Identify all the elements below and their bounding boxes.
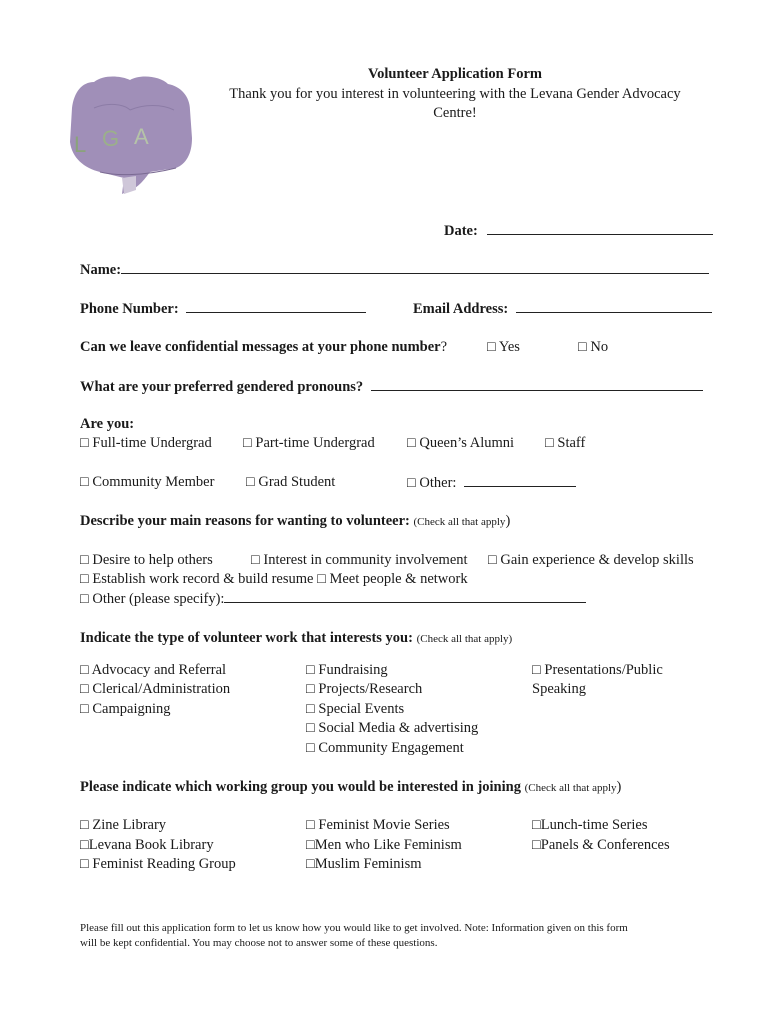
checkbox-men-feminism[interactable]: □Men who Like Feminism (306, 837, 462, 853)
checkbox-grad-student[interactable]: □ Grad Student (246, 474, 336, 490)
pronouns-label: What are your preferred gendered pronouns? (80, 379, 364, 395)
checkbox-reading-group[interactable]: □ Feminist Reading Group (80, 856, 236, 872)
form-title: Volunteer Application Form (367, 66, 542, 82)
checkbox-parttime-undergrad[interactable]: □ Part-time Undergrad (243, 435, 375, 451)
checkbox-fundraising[interactable]: □ Fundraising (306, 662, 388, 678)
reasons-label: Describe your main reasons for wanting to volunteer: (80, 513, 410, 529)
checkbox-help-others[interactable]: □ Desire to help others (80, 552, 213, 568)
logo-letter-g: G (102, 126, 120, 151)
checkbox-panels-conferences[interactable]: □Panels & Conferences (532, 837, 670, 853)
checkbox-fulltime-undergrad[interactable]: □ Full-time Undergrad (80, 435, 212, 451)
reasons-other-field[interactable] (224, 590, 586, 603)
email-row (413, 300, 712, 318)
groups-heading (80, 779, 621, 796)
email-field[interactable] (516, 300, 712, 313)
phone-row (80, 300, 366, 318)
confidential-question (80, 339, 447, 356)
are-you-label: Are you: (80, 416, 135, 432)
phone-field[interactable] (186, 300, 366, 313)
name-field[interactable] (121, 261, 709, 274)
work-types-label: Indicate the type of volunteer work that interests you: (80, 630, 413, 646)
checkbox-muslim-feminism[interactable]: □Muslim Feminism (306, 856, 422, 872)
yes-checkbox[interactable]: □ Yes (487, 339, 520, 355)
checkbox-movie-series[interactable]: □ Feminist Movie Series (306, 817, 450, 833)
groups-label: Please indicate which working group you would be interested in joining (80, 779, 521, 795)
footer-note-line-2: will be kept confidential. You may choose not to answer some of these questions. (80, 937, 438, 949)
checkbox-campaigning[interactable]: □ Campaigning (80, 701, 171, 717)
reasons-heading (80, 513, 510, 530)
groups-close-paren: ) (616, 779, 622, 795)
phone-label: Phone Number: (80, 301, 179, 317)
work-types-check-note: (Check all that apply) (416, 633, 513, 645)
checkbox-projects-research[interactable]: □ Projects/Research (306, 681, 423, 697)
confidential-qmark: ? (440, 339, 448, 355)
checkbox-queens-alumni[interactable]: □ Queen’s Alumni (407, 435, 515, 451)
date-row (444, 222, 713, 240)
checkbox-community-involvement[interactable]: □ Interest in community involvement (251, 552, 468, 568)
checkbox-social-media[interactable]: □ Social Media & advertising (306, 720, 479, 736)
checkbox-presentations[interactable]: □ Presentations/Public (532, 662, 663, 678)
confidential-label: Can we leave confidential messages at your phone number (80, 339, 441, 355)
footer-note-line-1: Please fill out this application form to let us know how you would like to get involved. Note: Information given on this form (80, 922, 628, 934)
date-label: Date: (444, 223, 478, 239)
presentations-continued: Speaking (532, 681, 586, 697)
date-field[interactable] (487, 222, 713, 235)
checkbox-lunch-series[interactable]: □Lunch-time Series (532, 817, 648, 833)
checkbox-community-member[interactable]: □ Community Member (80, 474, 215, 490)
pronouns-row (80, 378, 703, 396)
other-field[interactable] (464, 474, 576, 487)
checkbox-zine-library[interactable]: □ Zine Library (80, 817, 167, 833)
checkbox-work-record-meet-people[interactable]: □ Establish work record & build resume □ Meet people & network (80, 571, 468, 587)
intro-line-1: Thank you for you interest in volunteering with the Levana Gender Advocacy (229, 86, 681, 102)
checkbox-advocacy-referral[interactable]: □ Advocacy and Referral (80, 662, 227, 678)
work-types-heading (80, 630, 512, 647)
name-label: Name: (80, 262, 122, 278)
lgac-fist-logo (64, 68, 198, 198)
reasons-check-note: (Check all that apply (413, 516, 506, 528)
groups-check-note: (Check all that apply (524, 782, 617, 794)
checkbox-clerical-admin[interactable]: □ Clerical/Administration (80, 681, 231, 697)
checkbox-special-events[interactable]: □ Special Events (306, 701, 405, 717)
other-row (407, 474, 576, 492)
pronouns-field[interactable] (371, 378, 703, 391)
checkbox-staff[interactable]: □ Staff (545, 435, 586, 451)
email-label: Email Address: (413, 301, 509, 317)
checkbox-reasons-other[interactable]: □ Other (please specify): (80, 591, 225, 607)
logo-letter-l: L (74, 132, 87, 157)
no-checkbox[interactable]: □ No (578, 339, 609, 355)
name-row (80, 261, 709, 279)
logo-letter-a: A (134, 124, 149, 149)
reasons-other-row (80, 590, 586, 608)
checkbox-book-library[interactable]: □Levana Book Library (80, 837, 214, 853)
checkbox-other[interactable]: □ Other: (407, 475, 457, 491)
checkbox-gain-experience[interactable]: □ Gain experience & develop skills (488, 552, 694, 568)
checkbox-community-engagement[interactable]: □ Community Engagement (306, 740, 464, 756)
reasons-close-paren: ) (505, 513, 511, 529)
intro-line-2: Centre! (433, 105, 477, 121)
